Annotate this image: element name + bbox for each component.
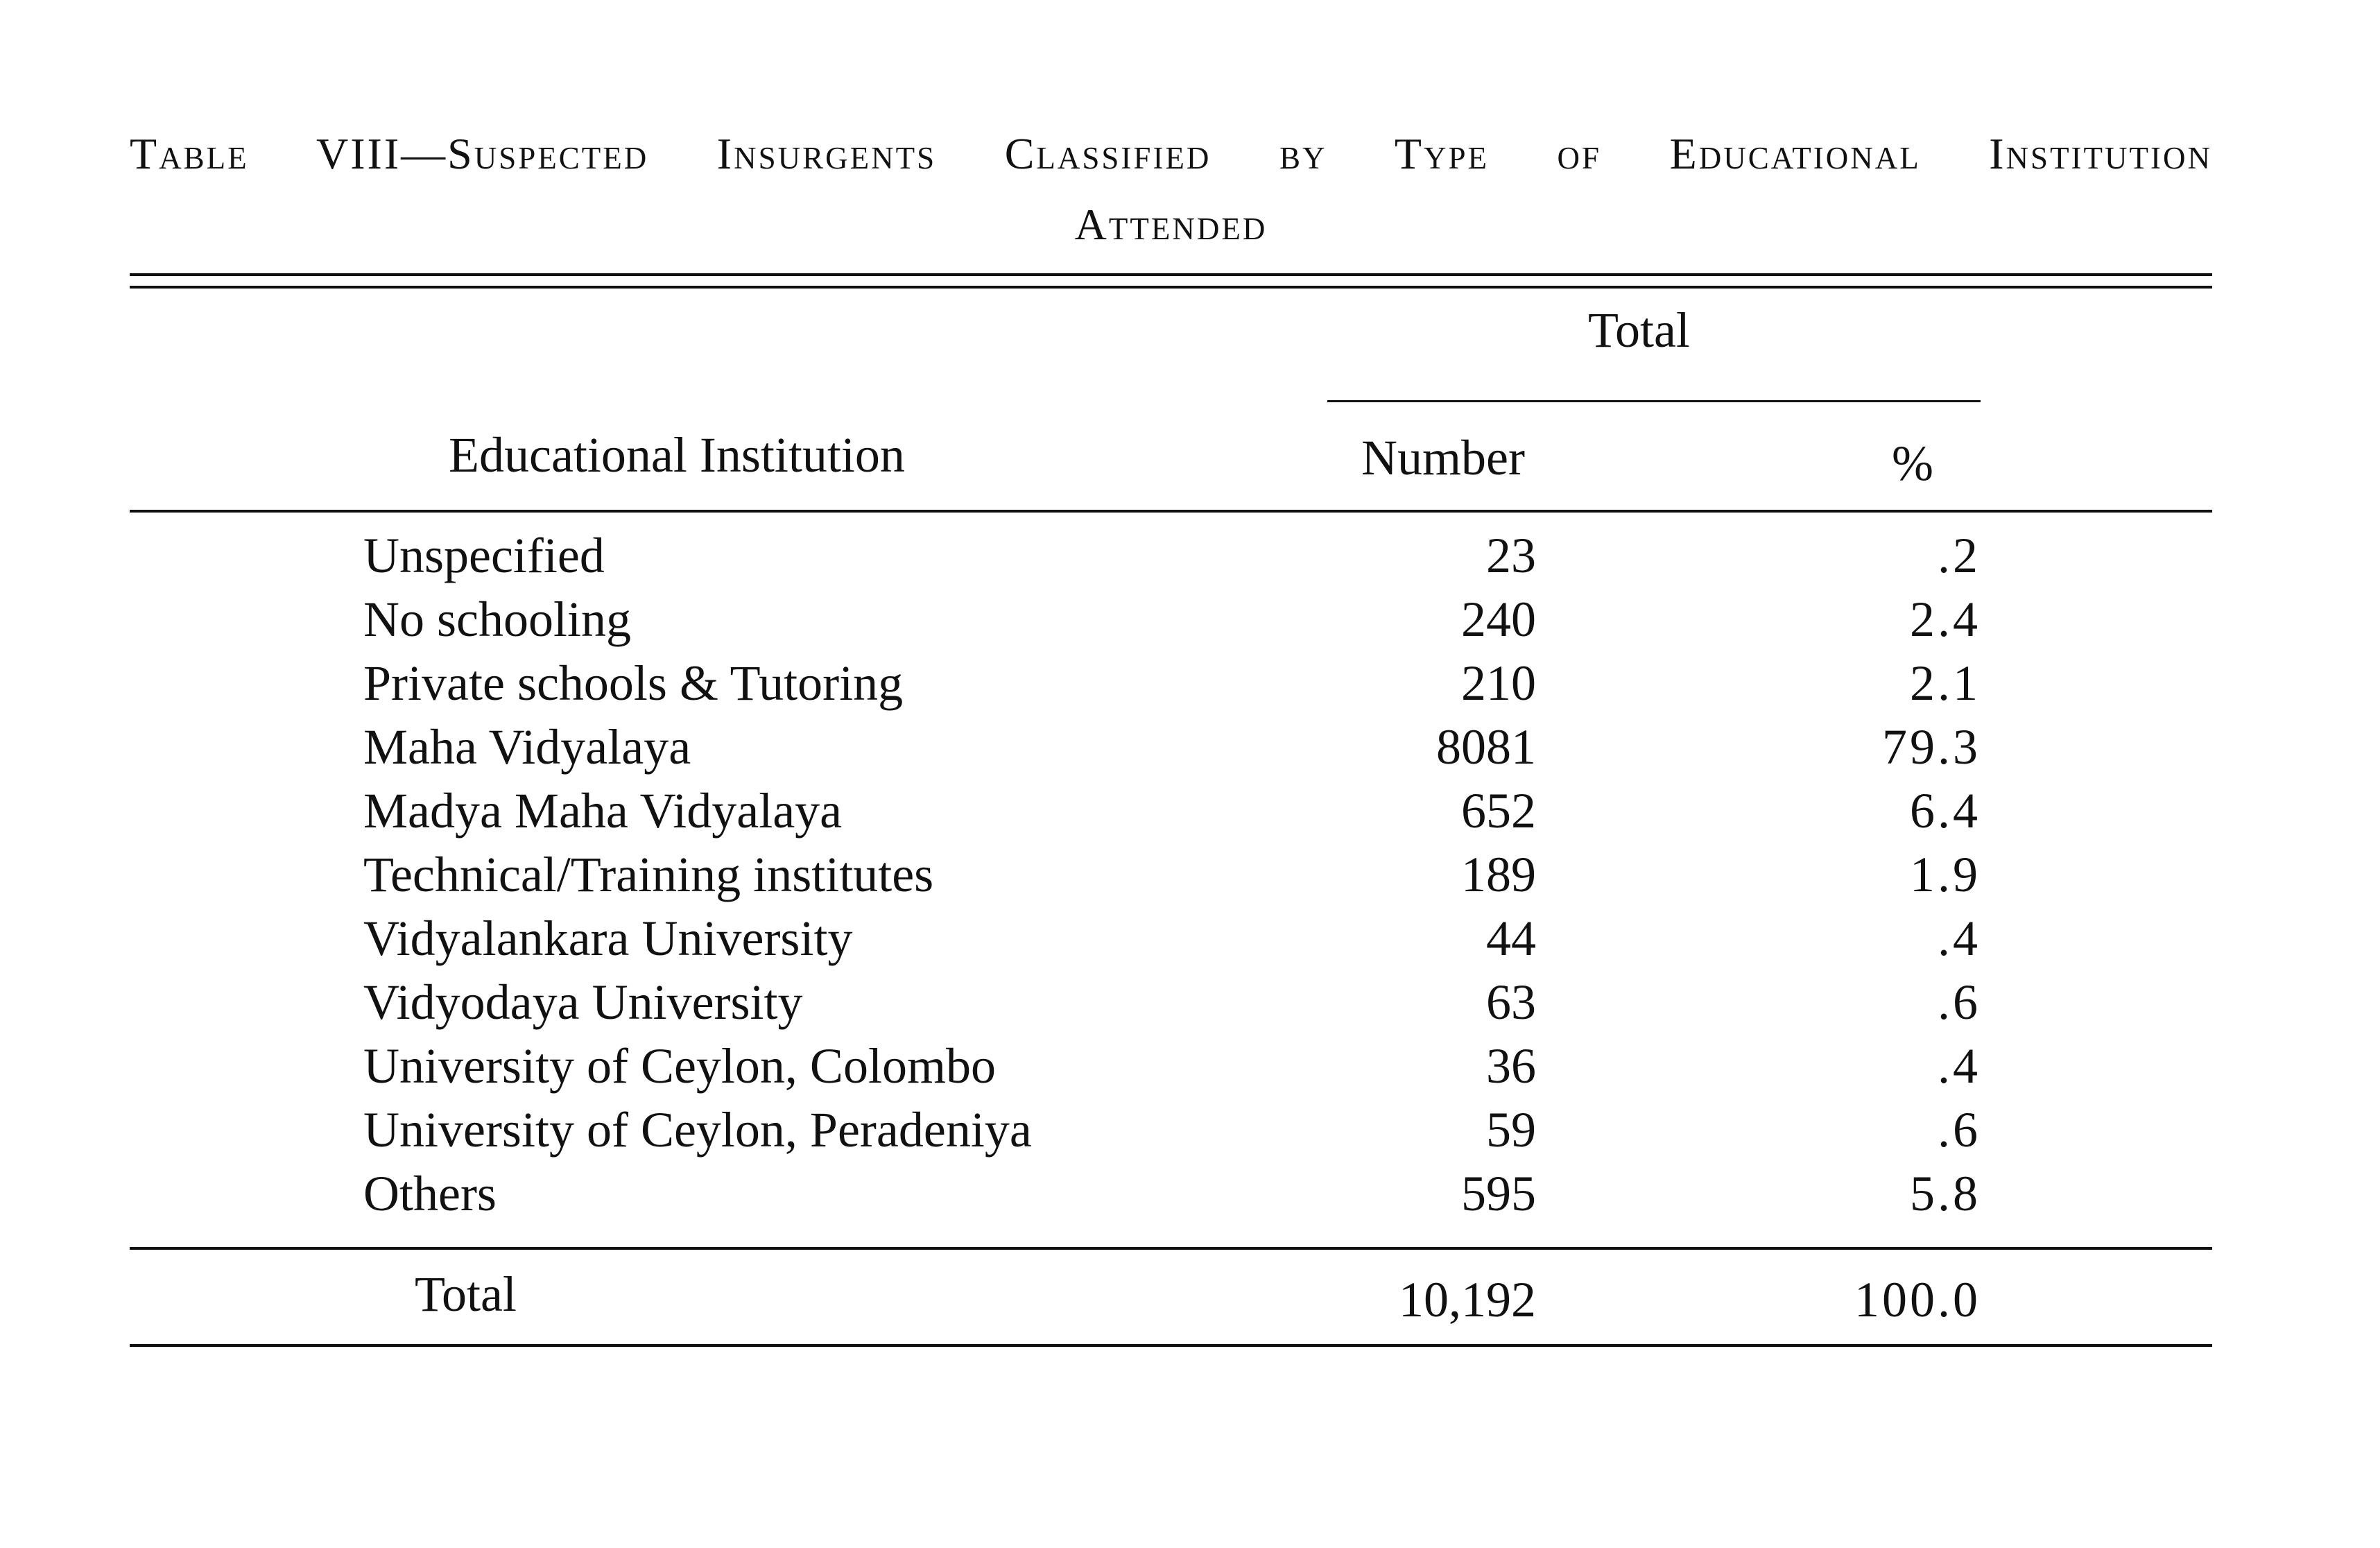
row-number: 8081: [1436, 719, 1536, 775]
row-percent: 79.3: [1882, 719, 1981, 775]
table-row: [0, 719, 2380, 782]
table-row: [0, 782, 2380, 846]
row-institution: Technical/Training institutes: [363, 847, 934, 902]
row-percent: .6: [1938, 974, 1981, 1030]
row-number: 23: [1486, 528, 1536, 583]
row-percent: 2.4: [1910, 592, 1981, 647]
top-rule-1: [130, 273, 2212, 276]
row-institution: University of Ceylon, Peradeniya: [363, 1102, 1032, 1158]
row-percent: 1.9: [1910, 847, 1981, 902]
row-number: 240: [1461, 592, 1536, 647]
row-institution: Vidyalankara University: [363, 911, 853, 966]
row-institution: Maha Vidyalaya: [363, 719, 691, 775]
row-institution: Madya Maha Vidyalaya: [363, 783, 843, 839]
row-number: 189: [1461, 847, 1536, 902]
table-title-continued: Attended: [1074, 200, 1268, 249]
total-span-rule: [1327, 400, 1981, 402]
row-percent: 5.8: [1910, 1166, 1981, 1221]
row-percent: .6: [1938, 1102, 1981, 1158]
total-percent: 100.0: [1854, 1272, 1981, 1327]
row-number: 210: [1461, 655, 1536, 711]
header-percent: %: [1892, 436, 1933, 491]
header-institution: Educational Institution: [449, 427, 905, 483]
row-percent: 6.4: [1910, 783, 1981, 839]
row-number: 44: [1486, 911, 1536, 966]
table-row: [0, 591, 2380, 655]
total-number: 10,192: [1399, 1272, 1536, 1327]
table-title: Table VIII—Suspected Insurgents Classified by Type of Educational Institution: [130, 129, 2212, 178]
total-rule: [130, 1247, 2212, 1250]
row-institution: University of Ceylon, Colombo: [363, 1038, 996, 1094]
header-number: Number: [1361, 430, 1525, 485]
table-row: [0, 846, 2380, 910]
table-row: [0, 655, 2380, 719]
table-row: [0, 974, 2380, 1038]
table-row: [0, 910, 2380, 974]
table-row: [0, 1038, 2380, 1101]
table-row: [0, 1165, 2380, 1229]
row-percent: 2.1: [1910, 655, 1981, 711]
row-number: 36: [1486, 1038, 1536, 1094]
header-rule: [130, 510, 2212, 513]
row-institution: Private schools & Tutoring: [363, 655, 904, 711]
row-institution: Unspecified: [363, 528, 605, 583]
row-institution: Vidyodaya University: [363, 974, 803, 1030]
row-number: 595: [1461, 1166, 1536, 1221]
top-rule-2: [130, 286, 2212, 289]
row-number: 59: [1486, 1102, 1536, 1158]
row-number: 652: [1461, 783, 1536, 839]
table-row: [0, 527, 2380, 591]
table-row: [0, 1101, 2380, 1165]
row-institution: No schooling: [363, 592, 631, 647]
row-percent: .2: [1938, 528, 1981, 583]
row-institution: Others: [363, 1166, 497, 1221]
header-total: Total: [1588, 302, 1690, 358]
row-percent: .4: [1938, 911, 1981, 966]
bottom-rule: [130, 1344, 2212, 1347]
total-label: Total: [415, 1266, 517, 1322]
row-number: 63: [1486, 974, 1536, 1030]
row-percent: .4: [1938, 1038, 1981, 1094]
table-body: [0, 527, 2380, 1229]
